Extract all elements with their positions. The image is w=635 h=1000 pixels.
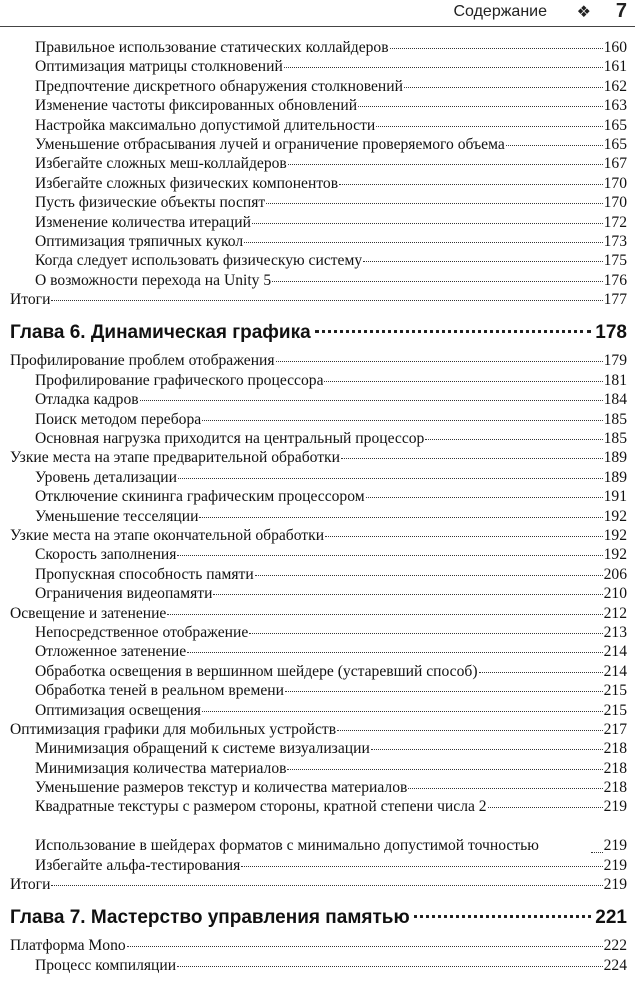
entry-title: Избегайте сложных меш-коллайдеров [35, 155, 287, 173]
toc-subsection-entry[interactable] [0, 390, 627, 409]
dot-leader [244, 242, 602, 243]
toc-subsection-entry[interactable] [0, 213, 627, 232]
toc-subsection-entry[interactable] [0, 956, 627, 975]
entry-title: Предпочтение дискретного обнаружения столкновений [35, 77, 403, 95]
toc-subsection-entry[interactable] [0, 623, 627, 642]
dot-leader [404, 87, 603, 88]
running-header [0, 0, 635, 30]
dot-leader [371, 749, 603, 750]
dot-leader [315, 330, 592, 333]
dot-leader [202, 420, 602, 421]
toc-subsection-entry[interactable] [0, 116, 627, 135]
entry-title: Оптимизация освещения [35, 701, 201, 719]
toc-section-entry[interactable] [0, 351, 627, 370]
dot-leader [390, 48, 603, 49]
entry-page-number: 213 [603, 623, 627, 641]
entry-page-number: 192 [603, 546, 627, 564]
toc-subsection-entry[interactable] [0, 701, 627, 720]
page-number: 7 [615, 0, 627, 22]
entry-page-number: 170 [603, 194, 627, 212]
entry-page-number: 189 [603, 449, 627, 467]
toc-subsection-entry[interactable] [0, 174, 627, 193]
dot-leader [325, 536, 603, 537]
toc-subsection-entry[interactable] [0, 468, 627, 487]
toc-subsection-entry[interactable] [0, 759, 627, 778]
dot-leader [140, 400, 603, 401]
toc-subsection-entry[interactable] [0, 797, 627, 816]
dot-leader [252, 223, 603, 224]
toc-subsection-entry[interactable] [0, 565, 627, 584]
entry-page-number: 214 [603, 662, 627, 680]
dot-leader [591, 852, 603, 853]
toc-subsection-entry[interactable] [0, 429, 627, 448]
toc-subsection-entry[interactable] [0, 271, 627, 290]
entry-page-number: 185 [603, 410, 627, 428]
entry-page-number: 224 [603, 956, 627, 974]
entry-page-number: 219 [603, 876, 627, 894]
toc-subsection-entry[interactable] [0, 371, 627, 390]
dot-leader [177, 966, 603, 967]
dot-leader [266, 203, 602, 204]
entry-page-number: 177 [603, 291, 627, 309]
dot-leader [276, 361, 603, 362]
dot-leader [177, 555, 602, 556]
entry-page-number: 218 [603, 740, 627, 758]
entry-title: Уменьшение размеров текстур и количества материалов [35, 779, 408, 797]
entry-title: Поиск методом перебора [35, 410, 202, 428]
toc-section-entry[interactable] [0, 936, 627, 955]
entry-page-number: 219 [603, 798, 627, 816]
entry-title: Отключение скининга графическим процессором [35, 488, 365, 506]
entry-title: Обработка теней в реальном времени [35, 682, 284, 700]
entry-page-number: 185 [603, 430, 627, 448]
entry-title: Непосредственное отображение [35, 623, 249, 641]
toc-section-entry[interactable] [0, 875, 627, 894]
entry-page-number: 219 [603, 837, 627, 855]
toc-subsection-entry[interactable] [0, 856, 627, 875]
header-rule [0, 26, 635, 27]
chapter-title: Глава 6. Динамическая графика [10, 322, 311, 344]
entry-page-number: 184 [603, 391, 627, 409]
dot-leader [341, 458, 603, 459]
entry-page-number: 176 [603, 271, 627, 289]
entry-title: Когда следует использовать физическую систему [35, 252, 363, 270]
entry-title: Отложенное затенение [35, 643, 187, 661]
dot-leader [287, 769, 602, 770]
entry-title: Квадратные текстуры с размером стороны, кратной степени числа 2 [35, 798, 487, 816]
entry-page-number: 214 [603, 643, 627, 661]
toc-subsection-entry[interactable] [0, 57, 627, 76]
entry-title: Основная нагрузка приходится на центральный процессор [35, 430, 425, 448]
entry-page-number: 212 [603, 604, 627, 622]
toc-subsection-entry[interactable] [0, 545, 627, 564]
entry-page-number: 162 [603, 77, 627, 95]
entry-page-number: 219 [603, 856, 627, 874]
entry-page-number: 215 [603, 682, 627, 700]
dot-leader [249, 633, 602, 634]
entry-title: Оптимизация тряпичных кукол [35, 232, 244, 250]
toc-block-physics [0, 38, 627, 309]
entry-title: Уровень детализации [35, 468, 177, 486]
dot-leader [425, 439, 602, 440]
entry-page-number: 172 [603, 213, 627, 231]
entry-title: Ограничения видеопамяти [35, 585, 213, 603]
entry-title: Изменение количества итераций [35, 213, 251, 231]
entry-page-number: 192 [603, 507, 627, 525]
dot-leader [272, 281, 602, 282]
toc-section-entry[interactable] [0, 290, 627, 309]
entry-title: Обработка освещения в вершинном шейдере (устаревший способ) [35, 662, 478, 680]
entry-title: Профилирование проблем отображения [10, 352, 275, 370]
entry-title: Минимизация количества материалов [35, 759, 287, 777]
entry-title: Уменьшение тесселяции [35, 507, 199, 525]
toc-subsection-entry[interactable] [0, 778, 627, 797]
entry-page-number: 217 [603, 720, 627, 738]
entry-page-number: 165 [603, 135, 627, 153]
chapter-heading[interactable] [0, 906, 627, 930]
entry-title: Итоги [10, 291, 51, 309]
entry-page-number: 218 [603, 779, 627, 797]
dot-leader [363, 261, 602, 262]
chapter-page: 178 [595, 322, 627, 344]
entry-title: Пусть физические объекты поспят [35, 194, 266, 212]
dot-leader [376, 126, 602, 127]
toc-subsection-entry[interactable] [0, 135, 627, 154]
toc-subsection-entry[interactable] [0, 410, 627, 429]
entry-title: Освещение и затенение [10, 604, 167, 622]
dot-leader [241, 866, 602, 867]
dot-leader [324, 381, 602, 382]
toc-subsection-entry[interactable] [0, 154, 627, 173]
toc-subsection-entry[interactable] [0, 96, 627, 115]
entry-title: Уменьшение отбрасывания лучей и ограничение проверяемого объема [35, 135, 505, 153]
entry-page-number: 160 [603, 39, 627, 56]
entry-title: Итоги [10, 876, 51, 894]
entry-title: Избегайте сложных физических компонентов [35, 174, 339, 192]
dot-leader [51, 300, 602, 301]
toc-subsection-entry[interactable] [0, 662, 627, 681]
dot-leader [199, 517, 602, 518]
entry-page-number: 218 [603, 759, 627, 777]
entry-title: Изменение частоты фиксированных обновлений [35, 97, 358, 115]
entry-title: Избегайте альфа-тестирования [35, 856, 241, 874]
entry-page-number: 215 [603, 701, 627, 719]
entry-page-number: 163 [603, 97, 627, 115]
toc-section-entry[interactable] [0, 720, 627, 739]
dot-leader [127, 946, 603, 947]
entry-page-number: 222 [603, 937, 627, 955]
entry-title: Пропускная способность памяти [35, 565, 254, 583]
entry-title: Использование в шейдерах форматов с минимально допустимой точностью [35, 837, 539, 855]
toc-section-entry[interactable] [0, 604, 627, 623]
toc-subsection-entry[interactable] [0, 817, 627, 856]
entry-title: Оптимизация матрицы столкновений [35, 58, 283, 76]
dot-leader [488, 807, 603, 808]
entry-page-number: 179 [603, 352, 627, 370]
entry-page-number: 173 [603, 232, 627, 250]
dot-leader [187, 652, 602, 653]
toc-subsection-entry[interactable] [0, 642, 627, 661]
entry-title: Отладка кадров [35, 391, 139, 409]
chapter-title: Глава 7. Мастерство управления памятью [10, 907, 410, 929]
entry-page-number: 210 [603, 585, 627, 603]
entry-page-number: 165 [603, 116, 627, 134]
chapter-page: 221 [595, 907, 627, 929]
dot-leader [414, 915, 592, 918]
chapter-heading[interactable] [0, 321, 627, 345]
entry-page-number: 167 [603, 155, 627, 173]
entry-title: Оптимизация графики для мобильных устройств [10, 720, 337, 738]
toc-subsection-entry[interactable] [0, 77, 627, 96]
dot-leader [202, 711, 603, 712]
entry-page-number: 170 [603, 174, 627, 192]
entry-page-number: 161 [603, 58, 627, 76]
dot-leader [285, 691, 603, 692]
toc-subsection-entry[interactable] [0, 487, 627, 506]
entry-title: Платформа Mono [10, 937, 126, 955]
entry-title: Профилирование графического процессора [35, 371, 324, 389]
dot-leader [337, 730, 603, 731]
toc-subsection-entry[interactable] [0, 739, 627, 758]
entry-title: Настройка максимально допустимой длительности [35, 116, 376, 134]
toc-subsection-entry[interactable] [0, 193, 627, 212]
dot-leader [51, 885, 602, 886]
toc-subsection-entry[interactable] [0, 584, 627, 603]
dot-leader [178, 478, 603, 479]
dot-leader [213, 594, 602, 595]
toc-subsection-entry[interactable] [0, 507, 627, 526]
entry-page-number: 191 [603, 488, 627, 506]
dot-leader [358, 106, 603, 107]
entry-title: Скорость заполнения [35, 546, 177, 564]
dot-leader [408, 788, 602, 789]
entry-title: Процесс компиляции [35, 956, 177, 974]
toc-subsection-entry[interactable] [0, 232, 627, 251]
toc-subsection-entry[interactable] [0, 681, 627, 700]
dot-leader [167, 614, 602, 615]
dot-leader [506, 145, 603, 146]
entry-title: О возможности перехода на Unity 5 [35, 271, 272, 289]
dot-leader [284, 67, 603, 68]
section-title: Содержание [453, 3, 547, 20]
entry-page-number: 192 [603, 526, 627, 544]
dot-leader [288, 164, 603, 165]
entry-title: Узкие места на этапе предварительной обработки [10, 449, 340, 467]
entry-title: Минимизация обращений к системе визуализации [35, 740, 370, 758]
table-of-contents [0, 38, 627, 975]
entry-page-number: 189 [603, 468, 627, 486]
entry-page-number: 181 [603, 371, 627, 389]
toc-section-entry[interactable] [0, 448, 627, 467]
toc-block-chapter-7 [0, 936, 627, 975]
toc-section-entry[interactable] [0, 526, 627, 545]
dot-leader [339, 184, 603, 185]
entry-page-number: 175 [603, 252, 627, 270]
entry-title: Узкие места на этапе окончательной обработки [10, 526, 325, 544]
dot-leader [479, 672, 603, 673]
toc-subsection-entry[interactable] [0, 38, 627, 57]
entry-page-number: 206 [603, 565, 627, 583]
ornament-icon: ❖ [576, 2, 591, 21]
entry-title: Правильное использование статических коллайдеров [35, 39, 389, 56]
dot-leader [366, 497, 603, 498]
dot-leader [255, 575, 603, 576]
toc-subsection-entry[interactable] [0, 251, 627, 270]
toc-block-chapter-6 [0, 351, 627, 894]
